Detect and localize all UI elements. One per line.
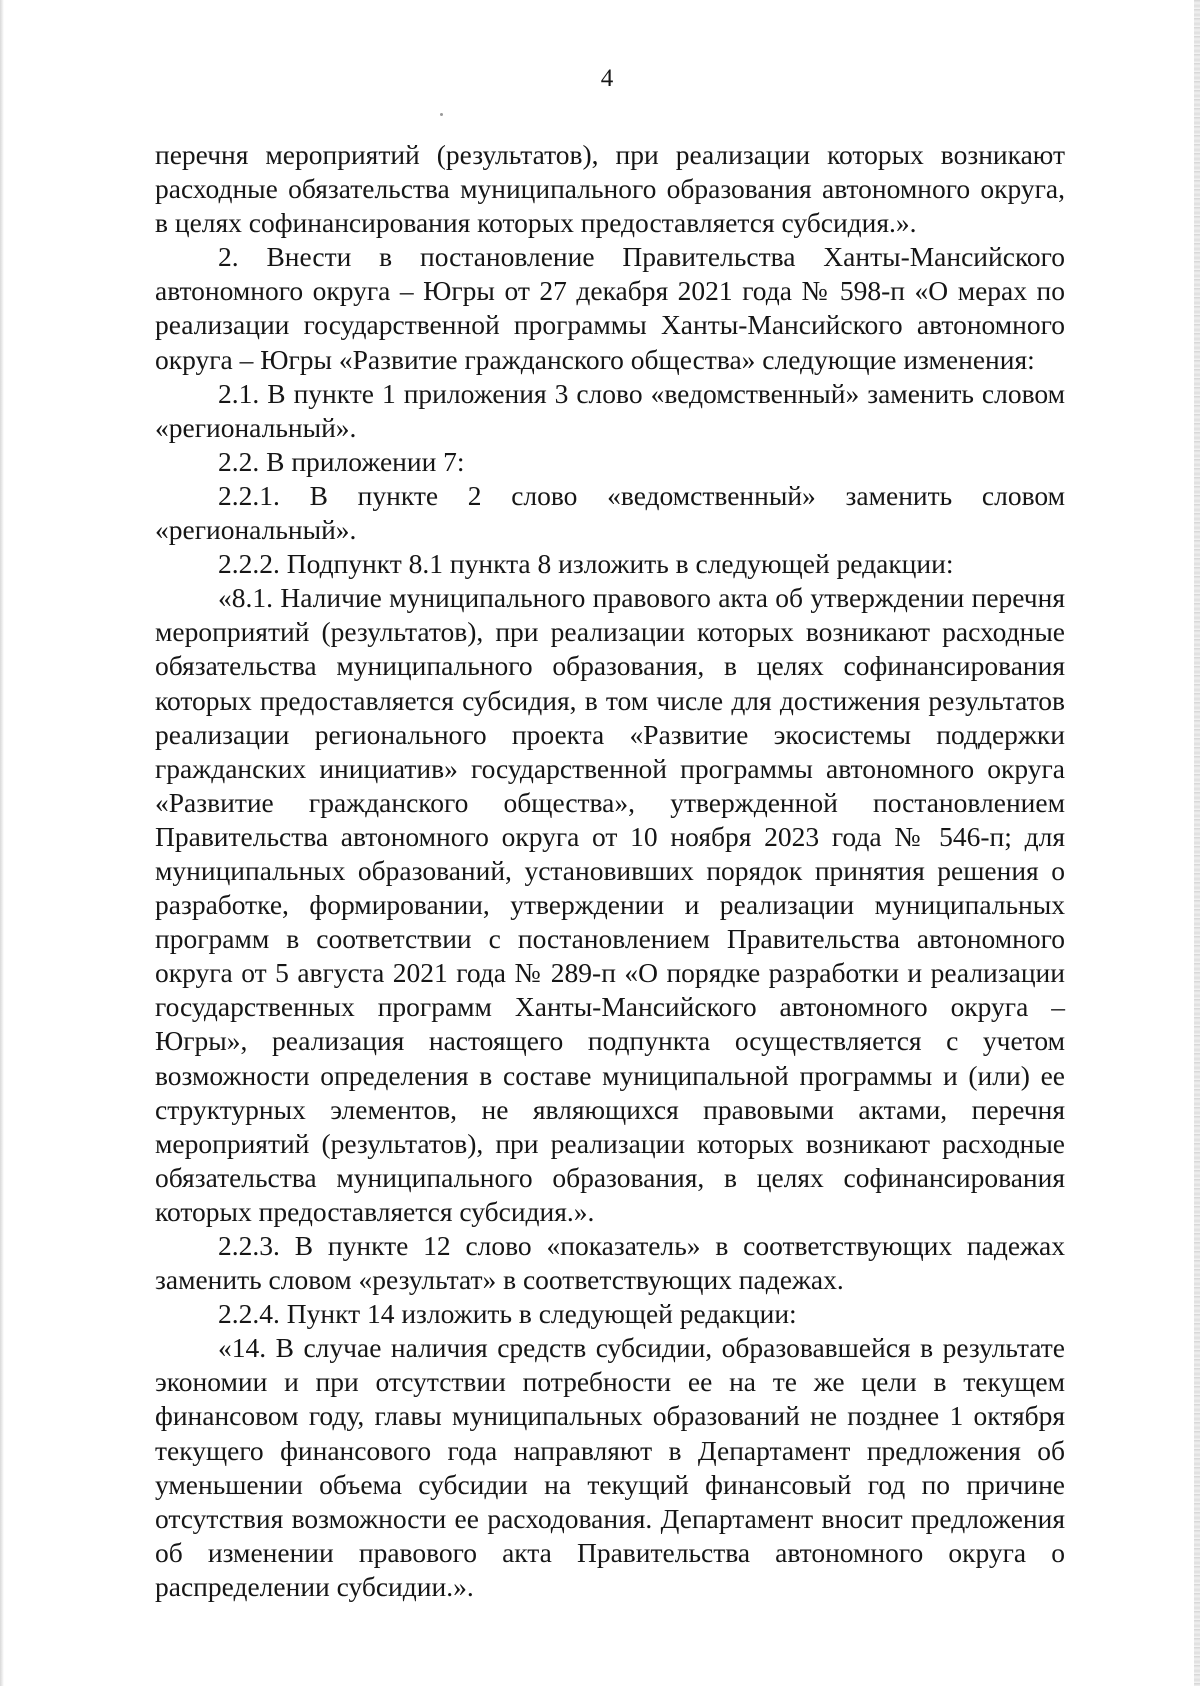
scan-edge-left [0, 0, 4, 1686]
paragraph-continuation: перечня мероприятий (результатов), при реализации которых возникают расходные обязательства муниципального образования автономного округа, в целях софинансирования которых предоставляется субсидия.». [155, 139, 1065, 239]
paragraph-item-2-2-4: 2.2.4. Пункт 14 изложить в следующей редакции: [218, 1298, 797, 1330]
paragraph-item-2-2-3: 2.2.3. В пункте 12 слово «показатель» в соответствующих падежах заменить словом «результат» в соответствующих падежах. [155, 1230, 1065, 1296]
page-number: 4 [600, 65, 614, 92]
paragraph-item-2-2-1: 2.2.1. В пункте 2 слово «ведомственный» заменить словом «региональный». [155, 479, 1065, 546]
paragraph-quoted-14: «14. В случае наличия средств субсидии, образовавшейся в результате экономии и при отсутствии потребности ее на те же цели в текущем финансовом году, главы муниципальных образований не позднее 1 октября текущего финансового года направляют в Департамент предложения об уменьшении объема субсидии на текущий финансовый год по причине отсутствия возможности ее расходования. Департамент вносит предложения об изменении правового акта Правительства автономного округа о распределении субсидии.». [155, 1332, 1065, 1602]
scan-edge-right [1194, 0, 1200, 1686]
scan-speck [440, 113, 443, 116]
paragraph-item-2-2-2: 2.2.2. Подпункт 8.1 пункта 8 изложить в следующей редакции: [218, 548, 954, 580]
paragraph-item-2: 2. Внести в постановление Правительства Ханты-Мансийского автономного округа – Югры от 27 декабря 2021 года № 598-п «О мерах по реализации государственной программы Ханты-Мансийского автономного округа – Югры «Развитие гражданского общества» следующие изменения: [155, 241, 1065, 375]
paragraph-item-2-1: 2.1. В пункте 1 приложения 3 слово «ведомственный» заменить словом «региональный». [155, 377, 1065, 443]
paragraph-quoted-8-1: «8.1. Наличие муниципального правового акта об утверждении перечня мероприятий (результатов), при реализации которых возникают расходные обязательства муниципального образования, в целях софинансирования которых предоставляется субсидия, в том числе для достижения результатов реализации регионального проекта «Развитие экосистемы поддержки гражданских инициатив» государственной программы автономного округа «Развитие гражданского общества», утвержденной постановлением Правительства автономного округа от 10 ноября 2023 года № 546-п; для муниципальных образований, установивших порядок принятия решения о разработке, формировании, утверждении и реализации муниципальных программ в соответствии с постановлением Правительства автономного округа от 5 августа 2021 года № 289-п «О порядке разработки и реализации государственных программ Ханты-Мансийского автономного округа – Югры», реализация настоящего подпункта осуществляется с учетом возможности определения в составе муниципальной программы и (или) ее структурных элементов, не являющихся правовыми актами, перечня мероприятий (результатов), при реализации которых возникают расходные обязательства муниципального образования, в целях софинансирования которых предоставляется субсидия.». [155, 582, 1065, 1227]
document-body [155, 138, 1065, 1604]
paragraph-item-2-2: 2.2. В приложении 7: [218, 445, 465, 477]
